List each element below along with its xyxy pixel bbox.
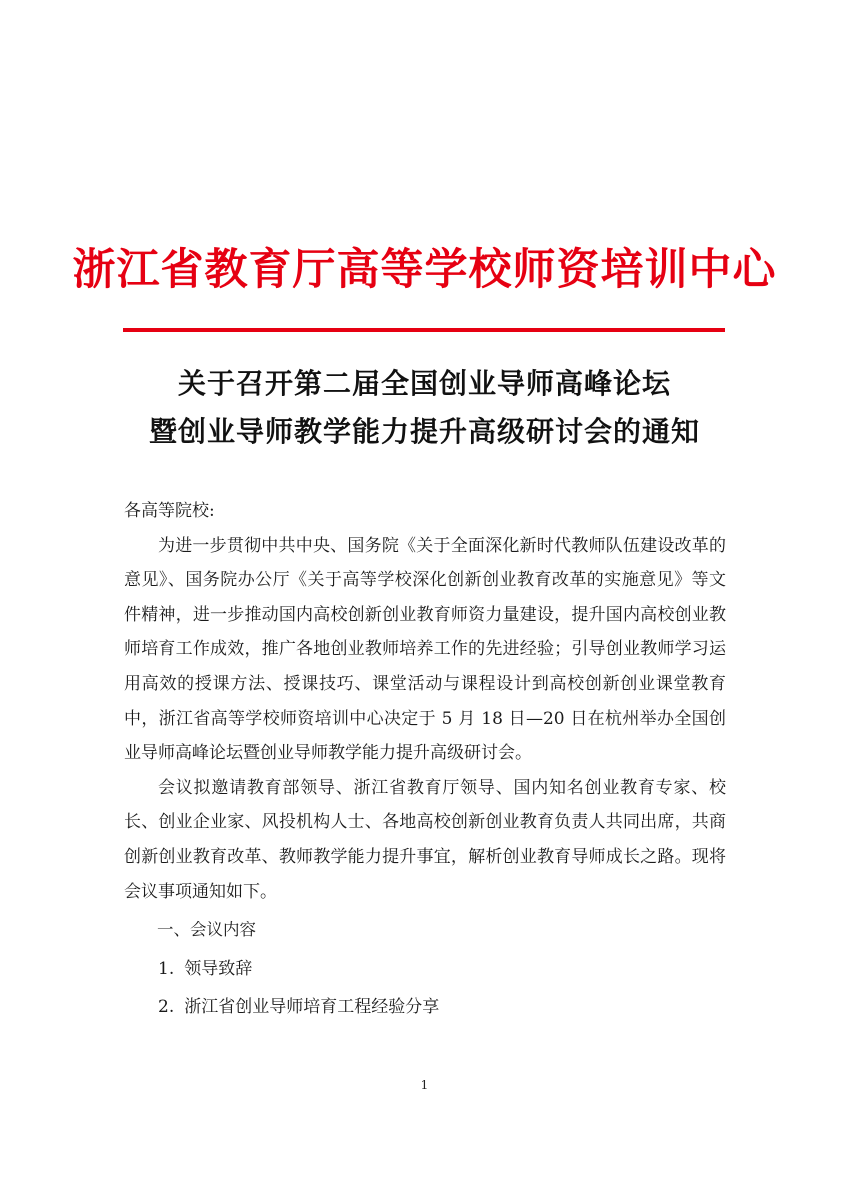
section-heading-meeting-content: 一、会议内容 xyxy=(157,920,256,940)
salutation: 各高等院校: xyxy=(124,501,215,521)
org-header: 浙江省教育厅高等学校师资培训中心 xyxy=(72,245,777,295)
body-paragraph-1: 为进一步贯彻中共中央、国务院《关于全面深化新时代教师队伍建设改革的意见》、国务院办公厅《关于高等学校深化创新创业教育改革的实施意见》等文件精神，进一步推动国内高校创新创业教育师资力量建设，提升国内高校创业教师培育工作成效，推广各地创业教师培养工作的先进经验；引导创业教师学习运用高效的授课方法、授课技巧、课堂活动与课程设计到高校创新创业课堂教育中，浙江省高等学校师资培训中心决定于 5 月 18 日—20 日在杭州举办全国创业导师高峰论坛暨创业导师教学能力提升高级研讨会。 xyxy=(124,535,726,764)
document-body xyxy=(124,494,726,1025)
list-item-text: 浙江省创业导师培育工程经验分享 xyxy=(184,997,440,1018)
list-item xyxy=(124,990,726,1025)
list-item-number: 2. xyxy=(158,997,175,1018)
list-item-number: 1. xyxy=(158,958,175,979)
list-item-text: 领导致辞 xyxy=(184,958,253,979)
notice-title-line-1: 关于召开第二届全国创业导师高峰论坛 xyxy=(177,367,671,400)
list-item xyxy=(124,952,726,987)
red-rule-divider xyxy=(123,328,725,332)
body-paragraph-2: 会议拟邀请教育部领导、浙江省教育厅领导、国内知名创业教育专家、校长、创业企业家、风投机构人士、各地高校创新创业教育负责人共同出席，共商创新创业教育改革、教师教学能力提升事宜，解析创业教育导师成长之路。现将会议事项通知如下。 xyxy=(124,777,726,902)
page-number: 1 xyxy=(420,1078,429,1092)
notice-title-line-2: 暨创业导师教学能力提升高级研讨会的通知 xyxy=(148,415,700,448)
